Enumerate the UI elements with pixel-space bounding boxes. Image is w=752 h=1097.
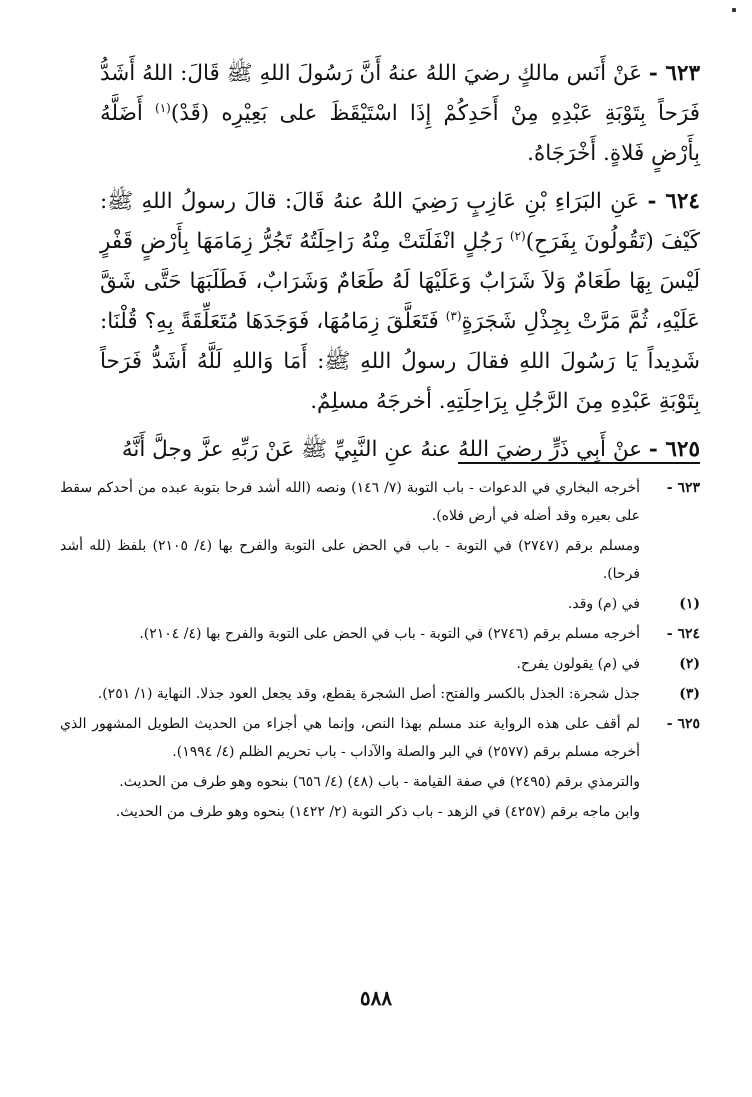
footnote [60,620,700,648]
hadith-624 [100,182,700,422]
footnote-text: أخرجه مسلم برقم (٢٧٤٦) في التوبة - باب في الحض على التوبة والفرح بها (٤/ ٢١٠٤). [139,626,640,642]
footnote-ref: (٣) [445,308,462,323]
footnote [60,590,700,618]
footnotes [60,474,700,828]
hadith-number: ٦٢٥ - [648,437,700,462]
hadith-number: ٦٢٤ - [647,189,700,214]
footnote-text: وابن ماجه برقم (٤٢٥٧) في الزهد - باب ذكر التوبة (٢/ ١٤٢٢) بنحوه وهو طرف من الحديث. [115,804,640,820]
main-text [100,54,700,478]
footnote-text: جذل شجرة: الجذل بالكسر والفتح: أصل الشجرة يقطع، وقد يجعل العود جذلا. النهاية (١/ ٢٥١). [97,686,640,702]
footnote [60,532,700,588]
hadith-625 [100,430,700,470]
footnote [60,474,700,530]
footnote-label: (٢) [679,656,700,672]
hadith-text: أَضَلَّهُ بِأَرْضٍ فَلاةٍ. أَخْرَجَاهُ. [100,101,700,166]
footnote-label [640,532,700,588]
footnote [60,798,700,826]
footnote-label: ٦٢٥ - [666,716,700,732]
footnote-label [640,798,700,826]
footnote-label: ٦٢٣ - [666,480,700,496]
hadith-text: فَتَعَلَّقَ زِمَامُهَا، فَوَجَدَهَا مُتَعَلِّقَةً بِهِ؟ قُلْنَا: شَدِيداً يَا رَسُولَ اللهِ فقالَ رسولُ اللهِ ﷺ: أَمَا وَاللهِ لَلَّهُ أَشَدُّ فَرَحاً بِتَوْبَةِ عَبْدِهِ مِنَ الرَّجُلِ بِرَاحِلَتِهِ. أخرجَهُ مسلِمٌ. [100,309,700,414]
footnote-text: في (م) يقولون يفرح. [516,656,640,672]
footnote-label [640,768,700,796]
footnote-ref: (١) [155,100,171,115]
footnote-label: (٣) [679,686,700,702]
footnote-ref: (٢) [509,228,526,243]
footnote [60,680,700,708]
hadith-text: عَنْ أَنَس مالكٍ رضيَ اللهُ عنهُ أَنَّ رَسُولَ اللهِ ﷺ قَالَ: اللهُ أَشَدُّ فَرَحاً بِتَوْبَةِ عَبْدِهِ مِنْ أَحَدِكُمْ إِذَا اسْتَيْقَظَ على بَعِيْرِه (قَدْ) [100,61,700,126]
hadith-623 [100,54,700,174]
hadith-text: رَجُلٍ انْفَلَتَتْ مِنْهُ رَاحِلَتُهُ تَجُرُّ زِمَامَهَا بِأَرْضٍ قَفْرٍ لَيْسَ بِهَا طَعَامٌ وَلاَ شَرَابٌ وَعَلَيْهَا لَهُ طَعَامٌ وَشَرَابٌ، فَطَلَبَهَا حَتَّى شَقَّ عَلَيْهِ، ثُمَّ مَرَّتْ بِجِذْلِ شَجَرَةٍ [100,229,700,334]
hadith-text: عَنِ البَرَاءِ بْنِ عَازِبٍ رَضِيَ اللهُ عنهُ قَالَ: قالَ رسولُ اللهِ ﷺ: كَيْفَ (تَقُولُونَ بِفَرَحِ) [100,189,700,254]
footnote-text: في (م) وقد. [567,596,640,612]
footnote-text: ومسلم برقم (٢٧٤٧) في التوبة - باب في الحض على التوبة والفرح بها (٤/ ٢١٠٥) بلفظ (لله أشد فرحا). [60,538,641,582]
hadith-number: ٦٢٣ - [648,61,700,86]
corner-mark [732,8,736,12]
footnote-text: لم أقف على هذه الرواية عند مسلم بهذا النص، وإنما هي أجزاء من الحديث الطويل المشهور الذي أخرجه مسلم برقم (٢٥٧٧) في البر والصلة والآداب - باب تحريم الظلم (٤/ ١٩٩٤). [60,716,640,760]
footnote [60,768,700,796]
footnote-label: (١) [679,596,700,612]
footnote-divider [458,462,700,464]
footnote-text: أخرجه البخاري في الدعوات - باب التوبة (٧/ ١٤٦) ونصه (الله أشد فرحا بتوبة عبده من أحدكم سقط على بعيره وقد أضله في أرض فلاه). [60,480,640,524]
footnote [60,710,700,766]
footnote-text: والترمذي برقم (٢٤٩٥) في صفة القيامة - باب (٤٨) (٤/ ٦٥٦) بنحوه وهو طرف من الحديث. [119,774,640,790]
footnote [60,650,700,678]
page-number: ٥٨٨ [359,986,393,1010]
hadith-text: عنْ أَبِي ذَرٍّ رضيَ اللهُ عنهُ عنِ النَّبِيِّ ﷺ عَنْ رَبِّهِ عزَّ وجلَّ أَنَّهُ [121,437,643,462]
footnote-label: ٦٢٤ - [666,626,700,642]
